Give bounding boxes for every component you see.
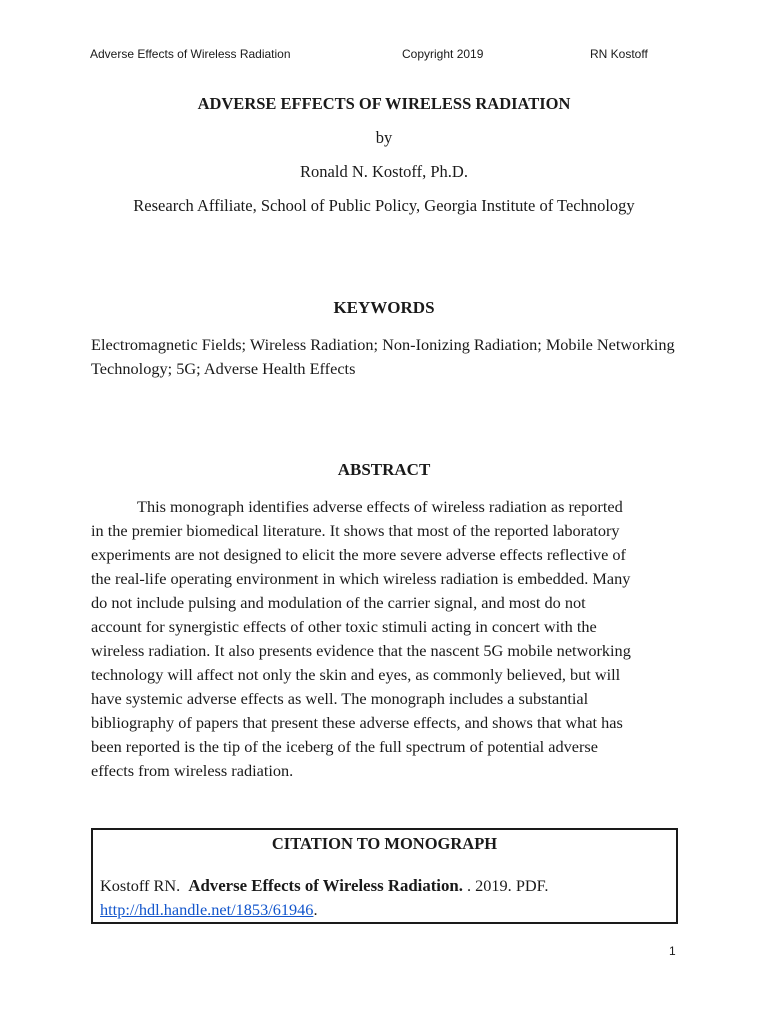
citation-heading: CITATION TO MONOGRAPH bbox=[271, 834, 498, 853]
abstract-line: bibliography of papers that present these adverse effects, and shows that what has bbox=[91, 713, 623, 732]
running-header bbox=[90, 47, 670, 65]
citation-link-line bbox=[100, 900, 318, 920]
running-header-author: RN Kostoff bbox=[590, 47, 648, 61]
abstract-line: This monograph identifies adverse effects of wireless radiation as reported bbox=[137, 497, 623, 516]
abstract-line: wireless radiation. It also presents evidence that the nascent 5G mobile networking bbox=[91, 641, 631, 660]
abstract-line: the real-life operating environment in which wireless radiation is embedded. Many bbox=[91, 569, 631, 588]
abstract-line: do not include pulsing and modulation of the carrier signal, and most do not bbox=[91, 593, 586, 612]
author-name: Ronald N. Kostoff, Ph.D. bbox=[300, 162, 468, 181]
citation-reference bbox=[100, 876, 548, 896]
keywords-text: Electromagnetic Fields; Wireless Radiation; Non-Ionizing Radiation; Mobile Networking Technology; 5G; Adverse Health Effects bbox=[91, 335, 675, 378]
citation-box bbox=[91, 828, 678, 924]
abstract-line: effects from wireless radiation. bbox=[91, 761, 294, 780]
citation-title: Adverse Effects of Wireless Radiation. bbox=[188, 876, 463, 895]
by-line: by bbox=[375, 128, 393, 147]
abstract-line: have systemic adverse effects as well. The monograph includes a substantial bbox=[91, 689, 589, 708]
abstract-heading: ABSTRACT bbox=[337, 460, 431, 479]
citation-link[interactable]: http://hdl.handle.net/1853/61946 bbox=[100, 900, 314, 919]
running-header-title: Adverse Effects of Wireless Radiation bbox=[90, 47, 291, 61]
citation-prefix: Kostoff RN. bbox=[100, 876, 181, 895]
page-number: 1 bbox=[669, 944, 676, 958]
citation-link-suffix: . bbox=[313, 900, 318, 919]
keywords-heading: KEYWORDS bbox=[333, 298, 435, 317]
abstract-body bbox=[91, 495, 691, 783]
document-title: ADVERSE EFFECTS OF WIRELESS RADIATION bbox=[197, 94, 571, 113]
abstract-line: technology will affect not only the skin and eyes, as commonly believed, but will bbox=[91, 665, 621, 684]
abstract-line: account for synergistic effects of other toxic stimuli acting in concert with the bbox=[91, 617, 597, 636]
abstract-line: been reported is the tip of the iceberg of the full spectrum of potential adverse bbox=[91, 737, 598, 756]
author-affiliation: Research Affiliate, School of Public Policy, Georgia Institute of Technology bbox=[133, 196, 635, 215]
citation-suffix: . 2019. PDF. bbox=[466, 876, 549, 895]
abstract-line: experiments are not designed to elicit the more severe adverse effects reflective of bbox=[91, 545, 626, 564]
running-header-copyright: Copyright 2019 bbox=[402, 47, 484, 61]
abstract-line: in the premier biomedical literature. It shows that most of the reported laboratory bbox=[91, 521, 620, 540]
